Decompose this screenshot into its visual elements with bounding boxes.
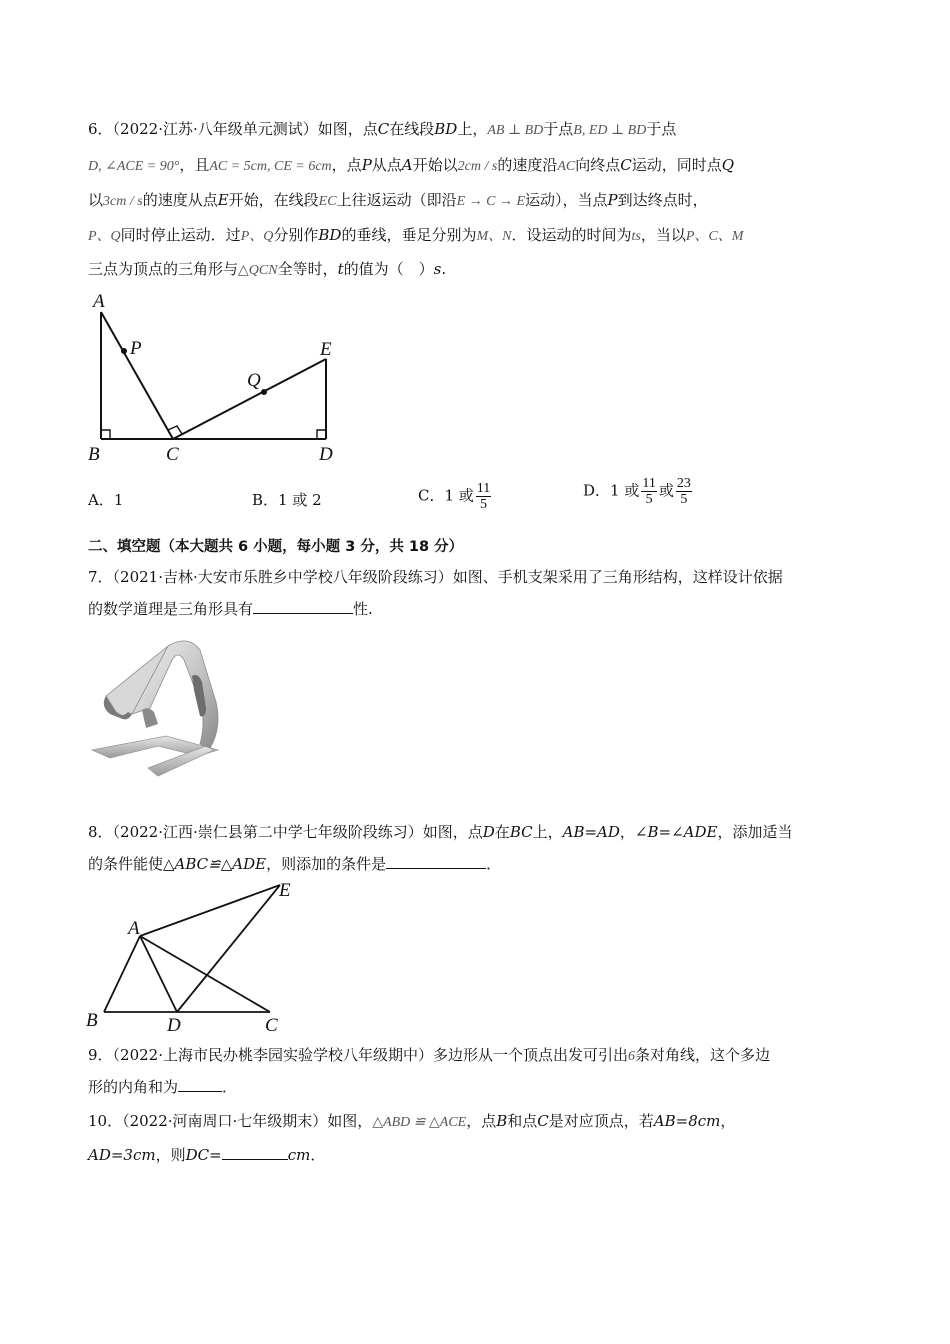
q6-text: 同时停止运动．过 bbox=[120, 226, 241, 244]
q10-text: ，则 bbox=[155, 1146, 186, 1164]
q6-text: C bbox=[377, 120, 390, 138]
point-Q bbox=[261, 389, 267, 395]
fraction-numerator: 11 bbox=[476, 481, 491, 496]
q6-text: 开始，在线段 bbox=[228, 191, 319, 209]
q6-line-5 bbox=[88, 259, 446, 281]
q6-math: P、C、M bbox=[685, 229, 744, 244]
label-C: C bbox=[265, 1015, 278, 1036]
q6-text: 分别作 bbox=[273, 226, 319, 244]
q9-line-1 bbox=[88, 1045, 770, 1067]
q6-text: 6．（2022·江苏·八年级单元测试）如图，点 bbox=[88, 120, 378, 138]
q6-text: E bbox=[217, 191, 229, 209]
q7-text: 7．（2021·吉林·大安市乐胜乡中学校八年级阶段练习）如图、手机支架采用了三角形结构，这样设计依据 bbox=[88, 568, 783, 586]
option-label: A．1 bbox=[88, 491, 124, 509]
q10-text: cm bbox=[287, 1146, 311, 1164]
q6-text: ，且 bbox=[179, 156, 210, 174]
answer-blank[interactable] bbox=[386, 854, 486, 869]
q6-text: 的速度从点 bbox=[142, 191, 218, 209]
q8-text: D bbox=[482, 823, 495, 841]
q9-math: 6 bbox=[628, 1049, 635, 1064]
q6-option-d[interactable] bbox=[583, 476, 694, 507]
option-label: B．1 或 2 bbox=[252, 491, 322, 509]
q10-text: 是对应顶点，若 bbox=[548, 1112, 654, 1130]
q6-option-c[interactable] bbox=[418, 481, 493, 512]
q6-text: 以 bbox=[88, 191, 104, 209]
option-label: D．1 或 bbox=[583, 481, 640, 500]
q6-text: BD bbox=[318, 226, 342, 244]
q8-text: △ABC≌△ADE bbox=[163, 855, 267, 873]
q9-text: 条对角线，这个多边 bbox=[635, 1046, 771, 1064]
q8-text: ，添加适当 bbox=[717, 823, 793, 841]
q8-text: 8．（2022·江西·崇仁县第二中学七年级阶段练习）如图，点 bbox=[88, 823, 483, 841]
segment-AB bbox=[104, 936, 140, 1012]
q10-text: ． bbox=[310, 1146, 326, 1164]
q8-line-2 bbox=[88, 854, 501, 874]
q6-math: P、Q bbox=[88, 229, 121, 244]
q6-math: P、Q bbox=[240, 229, 274, 244]
label-E: E bbox=[279, 880, 291, 901]
fraction-denominator: 5 bbox=[680, 492, 688, 507]
q6-text: ，当以 bbox=[640, 226, 686, 244]
fraction-denominator: 5 bbox=[480, 497, 488, 512]
label-B: B bbox=[86, 1010, 98, 1031]
right-angle-B bbox=[101, 430, 110, 439]
q6-text: 上往返运动（即沿 bbox=[336, 191, 457, 209]
q10-math: △ABD ≌ △ACE bbox=[372, 1115, 467, 1130]
fraction bbox=[676, 476, 692, 507]
q6-text: 的垂线，垂足分别为 bbox=[341, 226, 477, 244]
q9-text: 9．（2022·上海市民办桃李园实验学校八年级期中）多边形从一个顶点出发可引出 bbox=[88, 1046, 628, 1064]
q6-text: 上， bbox=[457, 120, 488, 138]
q8-text: ，则添加的条件是 bbox=[266, 855, 387, 873]
label-D: D bbox=[167, 1015, 181, 1036]
q7-text: 性. bbox=[353, 600, 373, 618]
answer-blank[interactable] bbox=[253, 599, 353, 614]
q6-text: 开始以 bbox=[412, 156, 458, 174]
q6-text: C bbox=[620, 156, 632, 174]
fraction-numerator: 11 bbox=[642, 476, 656, 491]
q6-text: 的值为（ ） bbox=[343, 260, 434, 278]
label-D: D bbox=[319, 444, 333, 465]
q6-text: 运动），当点 bbox=[525, 191, 608, 209]
q6-math: M、N bbox=[476, 229, 512, 244]
q10-text: ，点 bbox=[466, 1112, 497, 1130]
q6-text: . bbox=[441, 260, 447, 278]
q6-line-4 bbox=[88, 225, 743, 247]
label-B: B bbox=[88, 444, 100, 465]
q10-text: C bbox=[537, 1112, 549, 1130]
q6-text: s bbox=[433, 260, 442, 278]
q6-text: A bbox=[401, 156, 413, 174]
q6-line-2 bbox=[88, 155, 734, 177]
q6-text: P bbox=[361, 156, 372, 174]
q6-text: 全等时， bbox=[277, 260, 338, 278]
q7-line-1 bbox=[88, 567, 783, 587]
q10-text: AB=8cm bbox=[653, 1112, 721, 1130]
q8-text: 在 bbox=[494, 823, 510, 841]
q8-figure bbox=[80, 876, 310, 1036]
section-heading: 二、填空题（本大题共 6 小题，每小题 3 分，共 18 分） bbox=[88, 539, 464, 555]
q6-text: 于点 bbox=[543, 120, 574, 138]
q6-math: 2cm / s bbox=[457, 159, 498, 174]
q6-text: ，点 bbox=[331, 156, 362, 174]
q6-line-3 bbox=[88, 190, 708, 212]
answer-blank[interactable] bbox=[222, 1145, 288, 1160]
point-P bbox=[121, 348, 127, 354]
q8-text: BC bbox=[509, 823, 533, 841]
q6-math: AC = 5cm, CE = 6cm bbox=[209, 159, 332, 174]
q6-math: E → C → E bbox=[456, 194, 526, 209]
q8-text: 的条件能使 bbox=[88, 855, 164, 873]
q6-math: △QCN bbox=[238, 263, 278, 278]
q8-text: AB=AD bbox=[562, 823, 620, 841]
q6-math: D, ∠ACE = 90° bbox=[88, 159, 180, 174]
q8-text: ， bbox=[619, 823, 635, 841]
q6-math: B, ED ⊥ BD bbox=[573, 123, 647, 138]
q7-line-2 bbox=[88, 599, 373, 619]
phone-stand-image bbox=[88, 632, 238, 782]
q6-math: AB ⊥ BD bbox=[487, 123, 544, 138]
q6-text: 于点 bbox=[646, 120, 677, 138]
label-Q: Q bbox=[247, 370, 261, 391]
label-C: C bbox=[166, 444, 179, 465]
q8-text: 上， bbox=[532, 823, 563, 841]
q8-line-1 bbox=[88, 822, 792, 842]
fraction-denominator: 5 bbox=[645, 492, 653, 507]
answer-blank[interactable] bbox=[178, 1077, 222, 1092]
label-A: A bbox=[128, 918, 140, 939]
q7-text: 的数学道理是三角形具有 bbox=[88, 600, 254, 618]
q8-text: ∠B=∠ADE bbox=[634, 823, 718, 841]
q9-line-2 bbox=[88, 1077, 237, 1097]
q6-option-a[interactable] bbox=[88, 490, 123, 510]
segment-AC bbox=[101, 312, 173, 439]
fraction-numerator: 23 bbox=[676, 476, 691, 491]
fraction bbox=[641, 476, 656, 507]
q6-math: 3cm / s bbox=[103, 194, 143, 209]
q6-text: 向终点 bbox=[575, 156, 621, 174]
q6-text: t bbox=[337, 260, 344, 278]
q6-math: AC bbox=[557, 159, 576, 174]
right-angle-D bbox=[317, 430, 326, 439]
label-P: P bbox=[130, 338, 142, 359]
q10-text: 10．（2022·河南周口·七年级期末）如图， bbox=[88, 1112, 373, 1130]
q10-text: DC= bbox=[185, 1146, 222, 1164]
label-A: A bbox=[93, 291, 105, 312]
q10-line-2 bbox=[88, 1145, 325, 1165]
q6-text: 到达终点时， bbox=[617, 191, 708, 209]
q10-text: AD=3cm bbox=[88, 1146, 156, 1164]
q6-text: ．设运动的时间为 bbox=[511, 226, 632, 244]
q10-text: ， bbox=[720, 1112, 736, 1130]
q6-text: Q bbox=[721, 156, 735, 174]
q6-line-1 bbox=[88, 119, 676, 141]
q6-text: 的速度沿 bbox=[497, 156, 558, 174]
q6-text: P bbox=[607, 191, 618, 209]
q6-math: ts bbox=[631, 229, 641, 244]
q6-text: 运动，同时点 bbox=[631, 156, 722, 174]
q9-text: 形的内角和为 bbox=[88, 1078, 179, 1096]
q9-text: ． bbox=[222, 1078, 238, 1096]
option-label: 或 bbox=[658, 481, 674, 500]
q6-text: 从点 bbox=[371, 156, 402, 174]
option-label: C．1 或 bbox=[418, 486, 474, 505]
q8-text: ． bbox=[486, 855, 502, 873]
q6-text: 三点为顶点的三角形与 bbox=[88, 260, 239, 278]
q6-math: EC bbox=[318, 194, 337, 209]
fraction bbox=[476, 481, 491, 512]
q6-option-b[interactable] bbox=[252, 490, 322, 510]
q10-text: 和点 bbox=[507, 1112, 538, 1130]
q10-text: B bbox=[496, 1112, 508, 1130]
q6-figure bbox=[80, 288, 350, 468]
q6-text: BD bbox=[434, 120, 458, 138]
q6-text: 在线段 bbox=[389, 120, 435, 138]
q10-line-1 bbox=[88, 1111, 735, 1133]
label-E: E bbox=[320, 339, 332, 360]
